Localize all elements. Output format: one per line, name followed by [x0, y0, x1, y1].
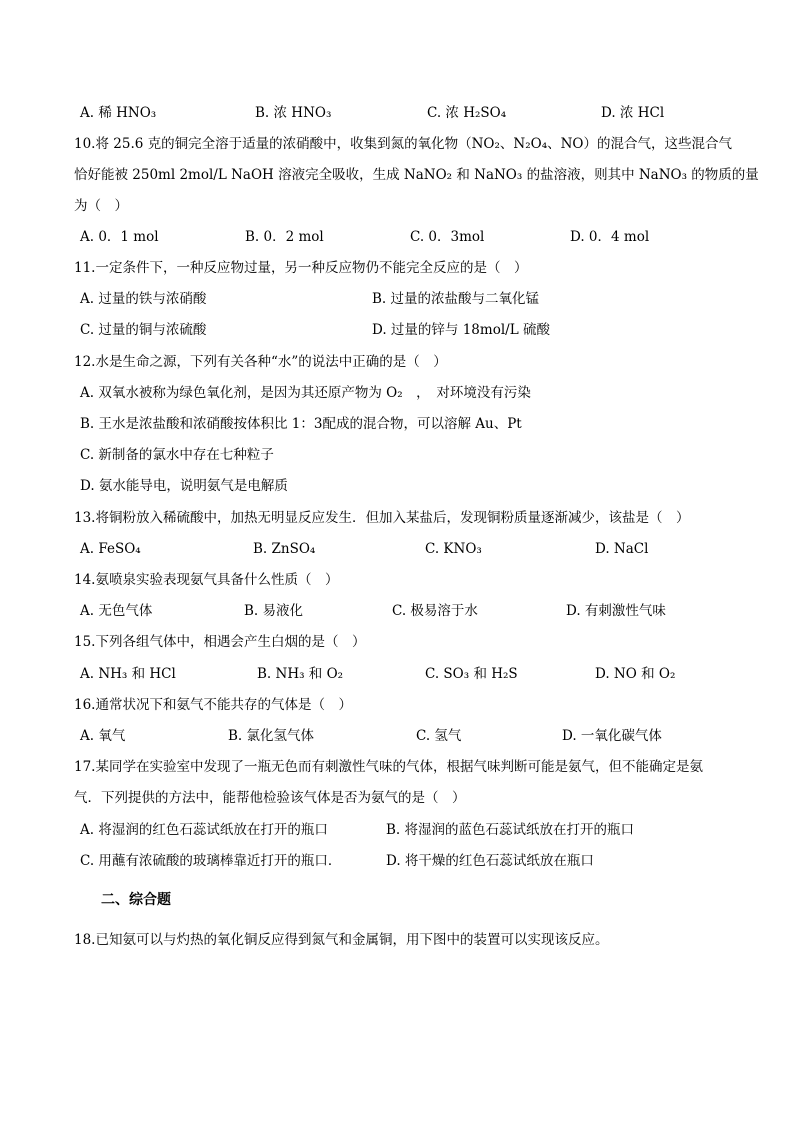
q11-stem: 11.一定条件下，一种反应物过量，另一种反应物仍不能完全反应的是（ ） — [74, 260, 528, 276]
q11-option-c: C. 过量的铜与浓硫酸 — [80, 322, 207, 338]
q15-option-b: B. NH₃ 和 O₂ — [257, 666, 344, 682]
q14-option-d: D. 有刺激性气味 — [566, 603, 666, 619]
q17-stem-line1: 17.某同学在实验室中发现了一瓶无色而有刺激性气味的气体，根据气味判断可能是氨气，但不能确定是氨 — [74, 759, 703, 775]
q17-stem-line2: 气．下列提供的方法中，能帮他检验该气体是否为氨气的是（ ） — [74, 790, 466, 806]
q12-option-a: A. 双氧水被称为绿色氧化剂，是因为其还原产物为 O₂ ， 对环境没有污染 — [80, 385, 531, 401]
q12-stem: 12.水是生命之源，下列有关各种“水”的说法中正确的是（ ） — [74, 354, 447, 370]
q14-option-a: A. 无色气体 — [80, 603, 153, 619]
q10-option-a: A. 0．1 mol — [80, 229, 159, 245]
section-title: 二、综合题 — [101, 892, 171, 908]
q16-option-d: D. 一氧化碳气体 — [562, 728, 662, 744]
q16-option-b: B. 氯化氢气体 — [228, 728, 315, 744]
q9-option-b: B. 浓 HNO₃ — [255, 105, 332, 121]
q13-option-a: A. FeSO₄ — [80, 541, 141, 557]
q11-option-d: D. 过量的锌与 18mol/L 硫酸 — [372, 322, 550, 338]
q9-option-c: C. 浓 H₂SO₄ — [427, 105, 507, 121]
q16-stem: 16.通常状况下和氨气不能共存的气体是（ ） — [74, 697, 352, 713]
q15-stem: 15.下列各组气体中，相遇会产生白烟的是（ ） — [74, 634, 366, 650]
q17-option-a: A. 将湿润的红色石蕊试纸放在打开的瓶口 — [80, 822, 328, 838]
q12-option-b: B. 王水是浓盐酸和浓硝酸按体积比 1：3配成的混合物，可以溶解 Au、Pt — [80, 416, 522, 432]
q13-option-c: C. KNO₃ — [425, 541, 482, 557]
q10-stem-line2: 恰好能被 250ml 2mol/L NaOH 溶液完全吸收，生成 NaNO₂ 和 NaNO₃ 的盐溶液，则其中 NaNO₃ 的物质的量 — [74, 167, 759, 183]
q18-stem: 18.已知氨可以与灼热的氧化铜反应得到氮气和金属铜，用下图中的装置可以实现该反应。 — [74, 932, 609, 948]
q10-stem-line3: 为（ ） — [74, 198, 128, 214]
q14-stem: 14.氨喷泉实验表现氨气具备什么性质（ ） — [74, 572, 339, 588]
q14-option-c: C. 极易溶于水 — [392, 603, 478, 619]
q14-option-b: B. 易液化 — [244, 603, 304, 619]
q16-option-c: C. 氢气 — [416, 728, 462, 744]
q10-option-b: B. 0．2 mol — [245, 229, 324, 245]
q10-option-c: C. 0．3mol — [410, 229, 485, 245]
q10-option-d: D. 0．4 mol — [570, 229, 650, 245]
q17-option-b: B. 将湿润的蓝色石蕊试纸放在打开的瓶口 — [386, 822, 635, 838]
q12-option-c: C. 新制备的氯水中存在七种粒子 — [80, 447, 274, 463]
q15-option-c: C. SO₃ 和 H₂S — [425, 666, 518, 682]
q13-option-b: B. ZnSO₄ — [253, 541, 316, 557]
q11-option-b: B. 过量的浓盐酸与二氧化锰 — [372, 291, 540, 307]
q13-stem: 13.将铜粉放入稀硫酸中，加热无明显反应发生．但加入某盐后，发现铜粉质量逐渐减少，该盐是（ ） — [74, 510, 690, 526]
q15-option-d: D. NO 和 O₂ — [595, 666, 676, 682]
q12-option-d: D. 氨水能导电，说明氨气是电解质 — [80, 478, 288, 494]
q16-option-a: A. 氧气 — [80, 728, 126, 744]
q15-option-a: A. NH₃ 和 HCl — [80, 666, 176, 682]
q17-option-c: C. 用蘸有浓硫酸的玻璃棒靠近打开的瓶口． — [80, 853, 342, 869]
q17-option-d: D. 将干燥的红色石蕊试纸放在瓶口 — [386, 853, 594, 869]
q10-stem-line1: 10.将 25.6 克的铜完全溶于适量的浓硝酸中，收集到氮的氧化物（NO₂、N₂O₄、NO）的混合气，这些混合气 — [74, 136, 732, 152]
q13-option-d: D. NaCl — [595, 541, 649, 557]
q9-option-a: A. 稀 HNO₃ — [80, 105, 157, 121]
q11-option-a: A. 过量的铁与浓硝酸 — [80, 291, 207, 307]
q9-option-d: D. 浓 HCl — [601, 105, 665, 121]
